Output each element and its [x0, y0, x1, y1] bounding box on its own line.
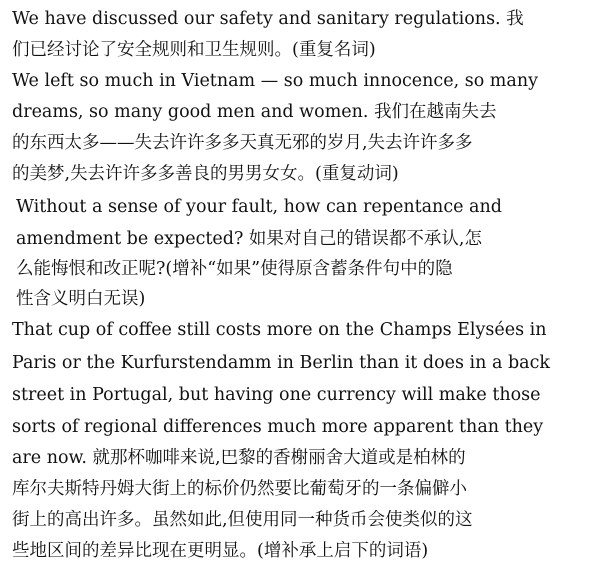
text-line: dreams, so many good men and women. 我们在越南失去: [12, 102, 497, 122]
text-line: We left so much in Vietnam — so much innocence, so many: [12, 71, 538, 91]
text-line: sorts of regional differences much more apparent than they: [12, 417, 544, 437]
text-line: 库尔夫斯特丹姆大街上的标价仍然要比葡萄牙的一条偏僻小: [12, 479, 467, 499]
text-line: We have discussed our safety and sanitary regulations. 我: [12, 9, 524, 29]
text-line: are now. 就那杯咖啡来说,巴黎的香榭丽舍大道或是柏林的: [12, 448, 466, 468]
text-line: That cup of coffee still costs more on the Champs Elysées in: [12, 320, 547, 340]
text-line: 们已经讨论了安全规则和卫生规则。(重复名词): [12, 40, 376, 60]
text-line: 些地区间的差异比现在更明显。(增补承上启下的词语): [12, 541, 429, 561]
text-line: 的美梦,失去许许多多善良的男男女女。(重复动词): [12, 164, 399, 184]
text-line: street in Portugal, but having one currency will make those: [12, 385, 541, 405]
text-line: 街上的高出许多。虽然如此,但使用同一种货币会使类似的这: [12, 510, 473, 530]
text-line: 的东西太多——失去许许多多天真无邪的岁月,失去许许多多: [12, 133, 473, 153]
text-line: 性含义明白无误): [16, 289, 146, 309]
text-line: 么能悔恨和改正呢?(增补“如果”使得原含蓄条件句中的隐: [16, 259, 453, 279]
text-line: amendment be expected? 如果对自己的错误都不承认,怎: [16, 229, 482, 249]
text-line: Paris or the Kurfurstendamm in Berlin than it does in a back: [12, 353, 550, 373]
text-line: Without a sense of your fault, how can repentance and: [16, 197, 502, 217]
